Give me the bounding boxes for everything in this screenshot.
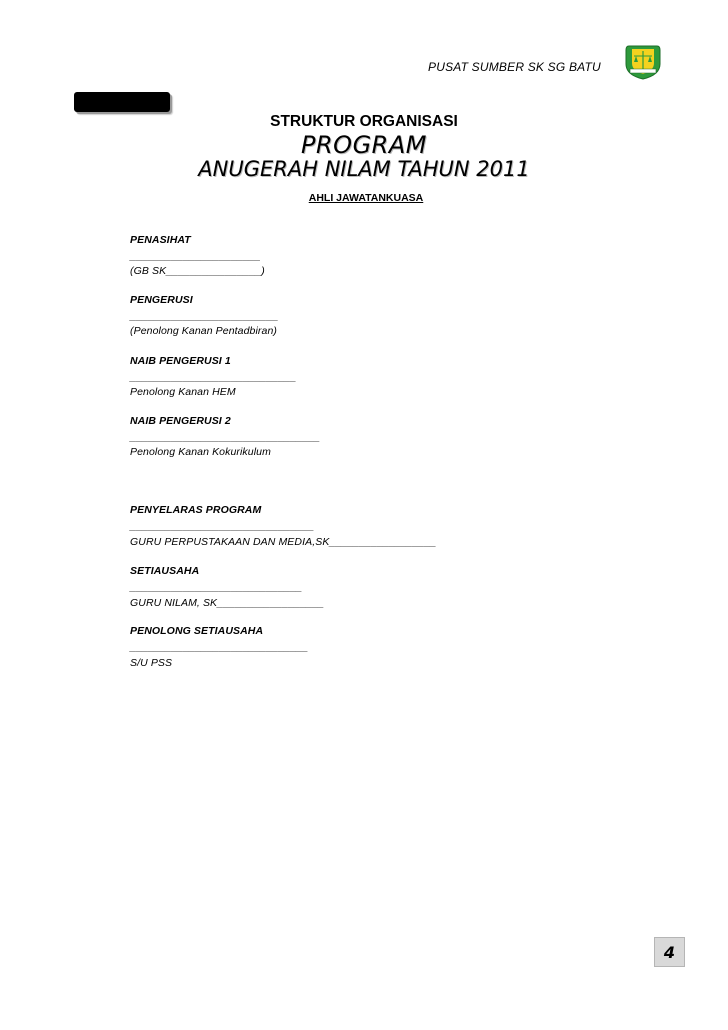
role-naib-pengerusi-1: NAIB PENGERUSI 1 xyxy=(130,355,231,367)
role-penyelaras-program: PENYELARAS PROGRAM xyxy=(130,504,262,516)
name-pengerusi: (Penolong Kanan Pentadbiran) xyxy=(130,325,277,337)
blank-naib-pengerusi-1: ____________________________ xyxy=(130,371,297,383)
subtitle-ahli: AHLI JAWATANKUASA xyxy=(308,192,424,204)
title-program: PROGRAM xyxy=(301,131,427,159)
blank-pengerusi: _________________________ xyxy=(130,310,279,322)
role-penasihat: PENASIHAT xyxy=(130,234,191,246)
name-penyelaras-program: GURU PERPUSTAKAAN DAN MEDIA,SK__________________ xyxy=(130,536,437,548)
name-penasihat: (GB SK________________) xyxy=(130,265,265,277)
page-number: 4 xyxy=(663,943,676,962)
blank-naib-pengerusi-2: ________________________________ xyxy=(130,431,321,443)
header-school-name: PUSAT SUMBER SK SG BATU xyxy=(428,60,601,74)
role-penolong-setiausaha: PENOLONG SETIAUSAHA xyxy=(130,625,264,637)
black-tab-decoration xyxy=(74,92,170,112)
blank-penyelaras-program: _______________________________ xyxy=(130,520,315,532)
role-setiausaha: SETIAUSAHA xyxy=(130,565,200,577)
title-struktur: STRUKTUR ORGANISASI xyxy=(270,113,458,130)
name-naib-pengerusi-2: Penolong Kanan Kokurikulum xyxy=(130,446,271,458)
blank-penolong-setiausaha: ______________________________ xyxy=(130,641,309,653)
name-naib-pengerusi-1: Penolong Kanan HEM xyxy=(130,386,236,398)
role-pengerusi: PENGERUSI xyxy=(130,294,193,306)
school-crest-icon xyxy=(623,42,663,80)
blank-penasihat: ______________________ xyxy=(130,250,261,262)
page-number-box xyxy=(654,937,685,967)
blank-setiausaha: _____________________________ xyxy=(130,581,303,593)
role-naib-pengerusi-2: NAIB PENGERUSI 2 xyxy=(130,415,231,427)
title-anugerah: ANUGERAH NILAM TAHUN 2011 xyxy=(198,157,530,181)
name-penolong-setiausaha: S/U PSS xyxy=(130,657,173,669)
name-setiausaha: GURU NILAM, SK__________________ xyxy=(130,597,325,609)
